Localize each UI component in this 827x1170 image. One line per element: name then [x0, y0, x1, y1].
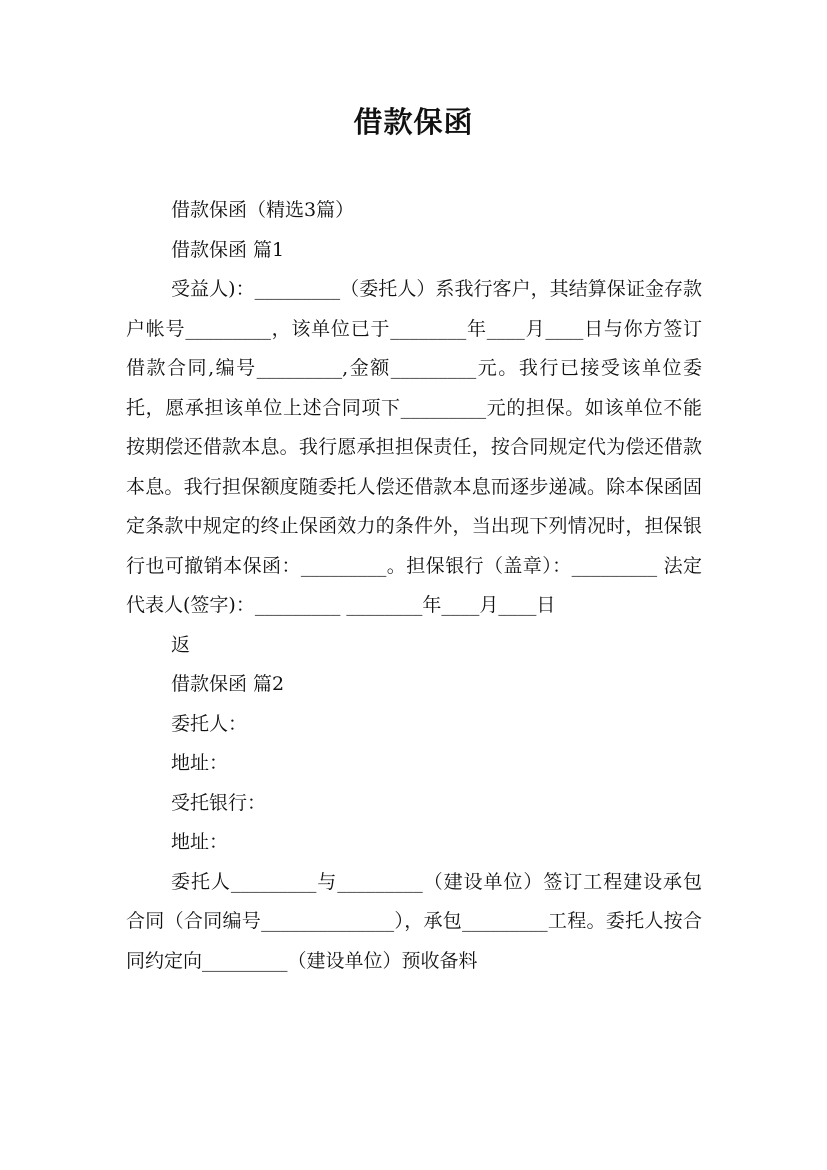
document-body [126, 191, 702, 981]
intro-heading: 借款保函（精选3篇） [171, 199, 355, 221]
bank-address-label: 地址： [171, 831, 229, 853]
client-address-label: 地址： [171, 752, 229, 774]
document-title: 借款保函 [353, 105, 474, 139]
return-text: 返 [171, 633, 191, 656]
section-1-body: 受益人)：_________（委托人）系我行客户，其结算保证金存款户帐号_________，该单位已于________年____月____日与你方签订借款合同,编号_________,金额_________元。我行已接受该单位委托，愿承担该单位上述合同项下_________元的担保。如该单位不能按期偿还借款本息。我行愿承担担保责任，按合同规定代为偿还借款本息。我行担保额度随委托人偿还借款本息而逐步递减。除本保函固定条款中规定的终止保函效力的条件外，当出现下列情况时，担保银行也可撤销本保函：_________。担保银行（盖章）：_________ 法定代表人(签字)：_________ ________年____月____日 [126, 278, 702, 616]
section-2-heading: 借款保函 篇2 [171, 673, 285, 695]
client-label: 委托人： [171, 712, 248, 735]
section-1-heading: 借款保函 篇1 [171, 238, 285, 261]
section-2-body: 委托人_________与_________（建设单位）签订工程建设承包合同（合同编号______________），承包_________工程。委托人按合同约定向_________（建设单位）预收备料 [126, 870, 702, 972]
trustee-bank-label: 受托银行： [171, 791, 267, 814]
